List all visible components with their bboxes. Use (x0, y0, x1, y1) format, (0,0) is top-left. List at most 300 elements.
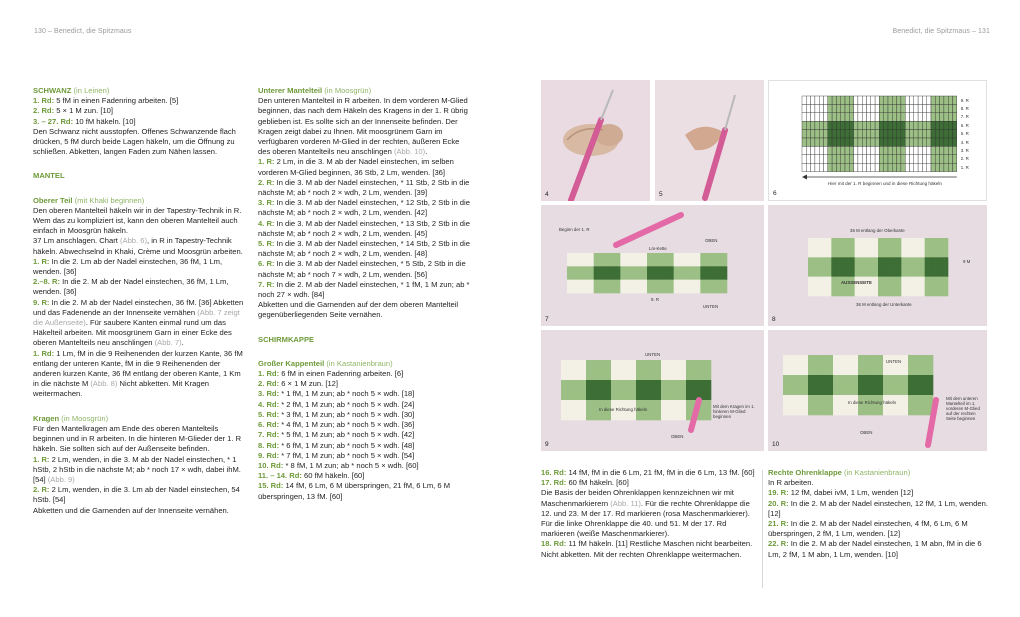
stitch-block (841, 375, 845, 382)
chart-cell (914, 104, 918, 112)
stitch-block (565, 367, 569, 374)
stitch-block (835, 290, 839, 297)
stitch-block (808, 251, 812, 258)
chart-cell (948, 96, 952, 104)
chart-cell (841, 163, 845, 171)
stitch-block (565, 407, 569, 414)
stitch-block (643, 271, 648, 276)
stitch-block (571, 280, 576, 285)
chart-cell (802, 163, 806, 171)
stitch-block (855, 270, 859, 277)
row-label: 3. R: (258, 198, 275, 208)
stitch-block (929, 290, 933, 297)
stitch-block (908, 375, 912, 382)
stitch-block (709, 262, 714, 267)
chart-cell (854, 121, 858, 129)
stitch-block (874, 277, 878, 284)
chart-cell (832, 113, 836, 121)
stitch-block (913, 257, 917, 264)
chart-cell (815, 113, 819, 121)
chart-cell (841, 113, 845, 121)
stitch-block (859, 244, 863, 251)
stitch-block (800, 395, 804, 402)
stitch-block (944, 257, 948, 264)
stitch-block (565, 400, 569, 407)
stitch-block (665, 413, 669, 420)
stitch-block (625, 284, 630, 289)
stitch-block (921, 355, 925, 362)
stitch-block (599, 367, 603, 374)
chart-cell (892, 146, 896, 154)
stitch-block (854, 375, 858, 382)
figure-number: 6 (773, 190, 777, 197)
stitch-block (833, 395, 837, 402)
stitch-block (887, 368, 891, 375)
stitch-block (936, 244, 940, 251)
stitch-block (886, 244, 890, 251)
stitch-block (783, 368, 787, 375)
chart-cell (841, 104, 845, 112)
stitch-block (636, 367, 640, 374)
chart-cell (953, 104, 957, 112)
stitch-block (890, 277, 894, 284)
chart-cell (948, 104, 952, 112)
round-label: 2. Rd: (33, 106, 55, 116)
stitch-block (850, 355, 854, 362)
chart-cell (815, 146, 819, 154)
chart-cell (953, 96, 957, 104)
stitch-block (619, 393, 623, 400)
stitch-block (657, 367, 661, 374)
stitch-block (837, 388, 841, 395)
stitch-block (901, 264, 905, 271)
stitch-block (574, 373, 578, 380)
row-label: 9. R: (33, 297, 50, 307)
stitch-block (594, 387, 598, 394)
chart-cell (922, 146, 926, 154)
stitch-block (674, 275, 679, 280)
stitch-block (908, 382, 912, 389)
stitch-block (858, 388, 862, 395)
stitch-block (932, 277, 936, 284)
stitch-block (629, 284, 634, 289)
stitch-block (603, 373, 607, 380)
chart-cell (897, 104, 901, 112)
chart-cell (892, 113, 896, 121)
stitch-block (607, 360, 611, 367)
stitch-block (825, 382, 829, 389)
stitch-block (660, 275, 665, 280)
stitch-block (921, 238, 925, 245)
column-1 (33, 86, 245, 516)
stitch-block (620, 271, 625, 276)
stitch-block (703, 400, 707, 407)
stitch-block (585, 284, 590, 289)
stitch-block (808, 264, 812, 271)
chart-cell (802, 138, 806, 146)
stitch-block (932, 283, 936, 290)
stitch-block (929, 264, 933, 271)
stitch-block (800, 402, 804, 409)
stitch-block (705, 275, 710, 280)
stitch-block (901, 290, 905, 297)
stitch-block (665, 284, 670, 289)
stitch-block (804, 395, 808, 402)
stitch-block (656, 289, 661, 294)
stitch-block (820, 283, 824, 290)
crochet-swatch-image (768, 330, 987, 451)
figure-ref: (Abb. 9) (47, 474, 75, 484)
stitch-block (896, 375, 900, 382)
stitch-block (616, 266, 621, 271)
stitch-block (839, 257, 843, 264)
stitch-block (678, 367, 682, 374)
stitch-block (678, 271, 683, 276)
column-4 (768, 468, 990, 560)
chart-cell (879, 146, 883, 154)
stitch-block (615, 373, 619, 380)
stitch-block (917, 290, 921, 297)
stitch-block (632, 393, 636, 400)
stitch-block (683, 253, 688, 258)
stitch-block (866, 244, 870, 251)
stitch-block (870, 270, 874, 277)
stitch-block (660, 262, 665, 267)
chart-cell (811, 163, 815, 171)
stitch-block (628, 380, 632, 387)
stitch-block (804, 402, 808, 409)
chart-cell (892, 104, 896, 112)
stitch-block (890, 257, 894, 264)
stitch-block (571, 257, 576, 262)
stitch-block (649, 373, 653, 380)
stitch-block (674, 367, 678, 374)
chart-cell (836, 113, 840, 121)
stitch-block (847, 244, 851, 251)
stitch-block (831, 244, 835, 251)
row-label: 1. R: (33, 454, 50, 464)
stitch-block (808, 283, 812, 290)
chart-cell (901, 130, 905, 138)
stitch-block (611, 387, 615, 394)
stitch-block (787, 362, 791, 369)
chart-cell (815, 121, 819, 129)
stitch-block (821, 362, 825, 369)
stitch-block (665, 400, 669, 407)
stitch-block (565, 360, 569, 367)
round-label: 3. – 27. Rd: (33, 116, 74, 126)
stitch-block (929, 362, 933, 369)
stitch-block (714, 266, 719, 271)
stitch-block (791, 382, 795, 389)
stitch-block (846, 362, 850, 369)
stitch-block (661, 400, 665, 407)
stitch-block (855, 238, 859, 245)
round-label: 15. Rd: (258, 481, 284, 491)
stitch-block (690, 393, 694, 400)
stitch-block (812, 388, 816, 395)
chart-cell (811, 121, 815, 129)
stitch-block (808, 277, 812, 284)
column-divider (762, 470, 763, 588)
stitch-block (883, 408, 887, 415)
stitch-block (812, 362, 816, 369)
stitch-block (686, 387, 690, 394)
stitch-block (909, 290, 913, 297)
stitch-block (944, 277, 948, 284)
stitch-block (589, 262, 594, 267)
stitch-block (866, 257, 870, 264)
stitch-block (940, 238, 944, 245)
stitch-block (791, 375, 795, 382)
stitch-block (791, 402, 795, 409)
stitch-block (709, 289, 714, 294)
stitch-block (862, 238, 866, 245)
section-title-schwanz: SCHWANZ (33, 86, 72, 95)
stitch-block (791, 362, 795, 369)
stitch-block (929, 368, 933, 375)
stitch-block (824, 244, 828, 251)
instruction-text: In die 2. M ab der Nadel einstechen, 12 fM, 1 Lm, wenden. [12] (768, 498, 988, 518)
stitch-block (887, 382, 891, 389)
stitch-block (678, 253, 683, 258)
stitch-block (699, 387, 703, 394)
stitch-block (625, 253, 630, 258)
stitch-block (905, 264, 909, 271)
chart-cell (828, 96, 832, 104)
stitch-block (917, 264, 921, 271)
stitch-block (703, 393, 707, 400)
stitch-block (829, 355, 833, 362)
chart-cell (867, 96, 871, 104)
chart-cell (901, 96, 905, 104)
stitch-block (696, 266, 701, 271)
stitch-block (921, 283, 925, 290)
stitch-block (714, 262, 719, 267)
stitch-block (598, 262, 603, 267)
instruction-text: 37 Lm anschlagen. Chart (33, 236, 120, 246)
stitch-block (656, 280, 661, 285)
stitch-block (656, 271, 661, 276)
stitch-block (846, 388, 850, 395)
stitch-block (812, 283, 816, 290)
stitch-block (643, 266, 648, 271)
stitch-block (831, 257, 835, 264)
chart-cell (862, 113, 866, 121)
chart-cell (815, 96, 819, 104)
stitch-block (682, 360, 686, 367)
stitch-block (825, 355, 829, 362)
stitch-block (644, 400, 648, 407)
stitch-block (594, 271, 599, 276)
stitch-block (929, 382, 933, 389)
chart-cell (836, 155, 840, 163)
stitch-block (690, 373, 694, 380)
stitch-block (607, 275, 612, 280)
stitch-block (854, 362, 858, 369)
stitch-block (669, 393, 673, 400)
chart-cell (871, 121, 875, 129)
instruction-text: . (181, 338, 184, 348)
stitch-block (571, 266, 576, 271)
stitch-block (625, 271, 630, 276)
stitch-block (812, 408, 816, 415)
stitch-block (624, 373, 628, 380)
stitch-block (580, 289, 585, 294)
stitch-block (590, 393, 594, 400)
stitch-block (901, 238, 905, 245)
stitch-block (887, 388, 891, 395)
chart-cell (832, 155, 836, 163)
chart-cell (931, 163, 935, 171)
chart-cell (948, 146, 952, 154)
stitch-block (820, 277, 824, 284)
stitch-block (580, 280, 585, 285)
chart-cell (854, 155, 858, 163)
stitch-block (589, 280, 594, 285)
chart-cell (897, 146, 901, 154)
stitch-block (651, 275, 656, 280)
chart-cell (910, 163, 914, 171)
stitch-block (912, 368, 916, 375)
stitch-block (687, 257, 692, 262)
stitch-block (866, 264, 870, 271)
stitch-block (598, 275, 603, 280)
stitch-block (897, 244, 901, 251)
stitch-block (616, 289, 621, 294)
stitch-block (855, 257, 859, 264)
stitch-block (875, 355, 879, 362)
stitch-block (862, 408, 866, 415)
stitch-block (629, 280, 634, 285)
stitch-block (831, 238, 835, 245)
stitch-block (847, 270, 851, 277)
stitch-block (808, 402, 812, 409)
stitch-block (632, 387, 636, 394)
chart-cell (940, 121, 944, 129)
stitch-block (594, 266, 599, 271)
stitch-block (603, 266, 608, 271)
chart-cell (871, 163, 875, 171)
label-unten: UNTEN (886, 359, 902, 364)
chart-cell (806, 155, 810, 163)
chart-cell (910, 155, 914, 163)
stitch-block (714, 257, 719, 262)
stitch-block (628, 387, 632, 394)
stitch-block (669, 360, 673, 367)
stitch-block (896, 382, 900, 389)
stitch-block (620, 262, 625, 267)
row-label: 6. R: (258, 259, 275, 269)
stitch-block (657, 413, 661, 420)
stitch-block (687, 266, 692, 271)
stitch-block (714, 289, 719, 294)
chart-cell (815, 104, 819, 112)
section-subtitle: (in Kastanienbraun) (843, 468, 911, 477)
section-title-schirmkappe: SCHIRMKAPPE (258, 334, 315, 344)
instruction-text: Den unteren Mantelteil in R arbeiten. In dem vorderen M-Glied beginnen, das nach dem Häkeln des Kragens in der 1. R übrig geblieben ist. Es sollte sich an der Innenseite befinden. Der Kragen zeigt dabei zu Ihnen. Mit moosgrünem Garn im verfügbaren vorderen M-Glied in der rechten, äußeren Ecke des oberen Mantelteils neu anschlingen (258, 96, 468, 157)
stitch-block (723, 257, 728, 262)
stitch-block (599, 380, 603, 387)
stitch-block (643, 284, 648, 289)
stitch-block (574, 393, 578, 400)
stitch-block (835, 270, 839, 277)
stitch-block (816, 355, 820, 362)
stitch-block (714, 253, 719, 258)
stitch-block (644, 360, 648, 367)
stitch-block (580, 271, 585, 276)
stitch-block (932, 290, 936, 297)
stitch-block (624, 380, 628, 387)
stitch-block (812, 382, 816, 389)
stitch-block (843, 251, 847, 258)
stitch-block (586, 407, 590, 414)
stitch-block (691, 284, 696, 289)
stitch-block (850, 388, 854, 395)
round-label: 1. Rd: (33, 96, 55, 106)
chart-cell (901, 146, 905, 154)
stitch-block (705, 266, 710, 271)
chart-cell (922, 138, 926, 146)
stitch-block (561, 400, 565, 407)
stitch-block (824, 251, 828, 258)
chart-cell (944, 163, 948, 171)
stitch-block (669, 387, 673, 394)
chart-cell (811, 104, 815, 112)
stitch-block (883, 388, 887, 395)
stitch-block (620, 257, 625, 262)
stitch-block (816, 251, 820, 258)
stitch-block (812, 277, 816, 284)
stitch-block (703, 387, 707, 394)
stitch-block (783, 355, 787, 362)
stitch-block (576, 280, 581, 285)
stitch-block (598, 289, 603, 294)
stitch-block (624, 387, 628, 394)
stitch-block (824, 264, 828, 271)
label-oberkante: 36 M entlang der Oberkante (850, 228, 905, 233)
stitch-block (862, 251, 866, 258)
chart-cell (828, 104, 832, 112)
stitch-block (616, 271, 621, 276)
stitch-block (678, 387, 682, 394)
stitch-block (897, 290, 901, 297)
stitch-block (576, 289, 581, 294)
chart-cell (824, 113, 828, 121)
stitch-block (723, 253, 728, 258)
stitch-block (827, 270, 831, 277)
stitch-block (816, 290, 820, 297)
stitch-block (565, 413, 569, 420)
chart-cell (935, 121, 939, 129)
chart-cell (927, 121, 931, 129)
stitch-block (896, 388, 900, 395)
chart-cell (845, 146, 849, 154)
stitch-block (589, 275, 594, 280)
stitch-block (585, 262, 590, 267)
stitch-block (628, 393, 632, 400)
stitch-block (829, 402, 833, 409)
stitch-block (804, 382, 808, 389)
chart-cell (940, 113, 944, 121)
stitch-block (691, 280, 696, 285)
stitch-block (796, 408, 800, 415)
stitch-block (691, 266, 696, 271)
stitch-block (636, 413, 640, 420)
chart-cell (832, 96, 836, 104)
stitch-block (674, 373, 678, 380)
stitch-block (657, 380, 661, 387)
